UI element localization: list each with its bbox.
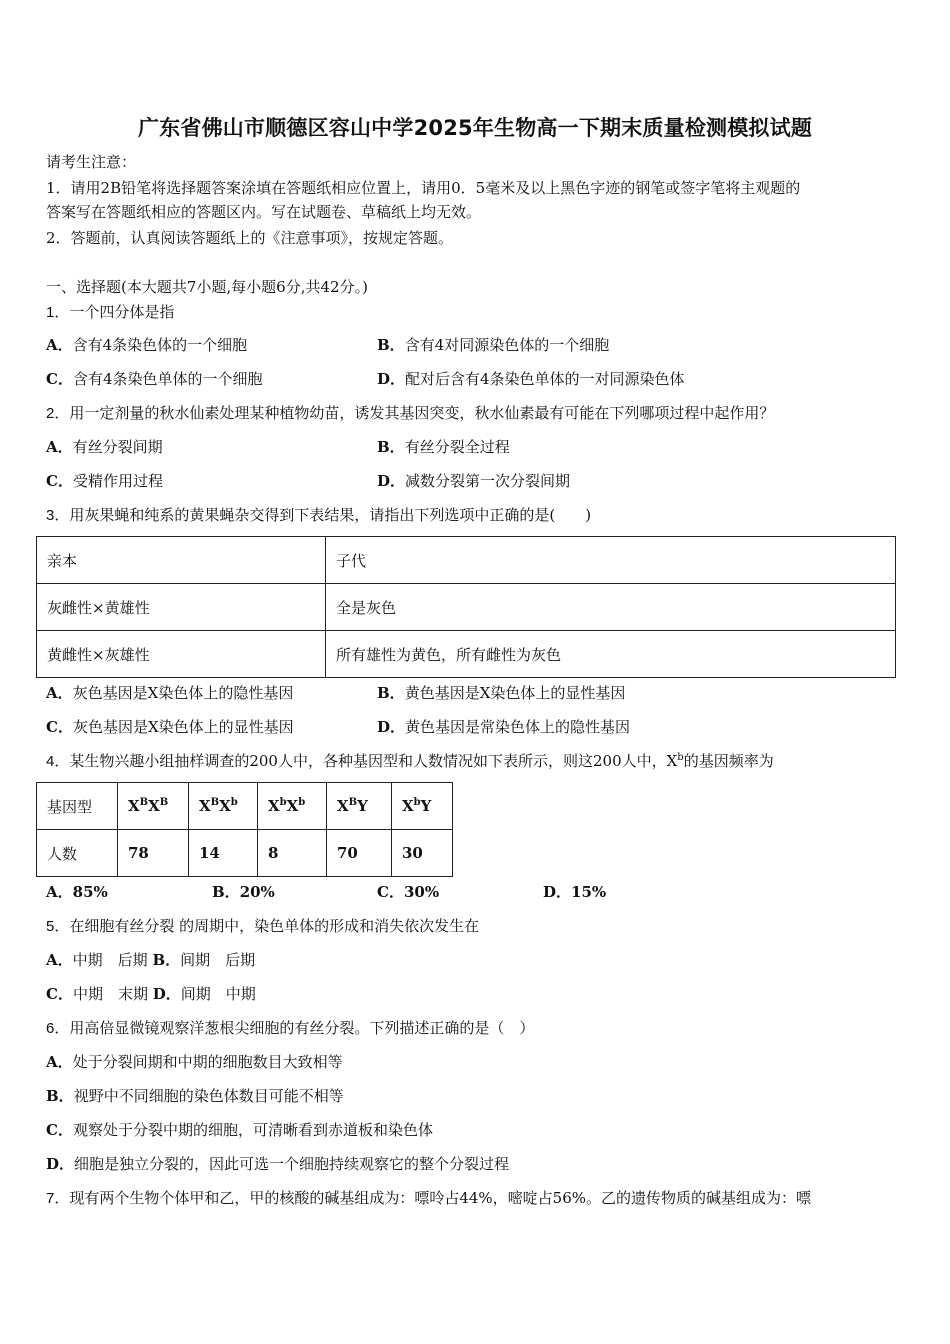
option-text: 含有4条染色单体的一个细胞 — [72, 370, 263, 388]
table-cell: 全是灰色 — [326, 584, 896, 631]
table-row — [37, 631, 896, 678]
notice-heading: 请考生注意： — [46, 153, 137, 171]
question-number: 7． — [46, 1190, 70, 1207]
option-text: 灰色基因是X染色体上的显性基因 — [72, 718, 294, 736]
count-cell: 14 — [189, 830, 258, 877]
genotype-cell: $X^bY$ — [392, 783, 453, 830]
option-label: D． — [377, 718, 406, 736]
question-5-options-line-2 — [46, 984, 256, 1004]
option-label: C． — [46, 472, 73, 490]
option-text: 30% — [403, 883, 440, 901]
question-3-option-a[interactable] — [46, 683, 293, 703]
question-3-option-c[interactable] — [46, 717, 294, 737]
option-label: D． — [543, 883, 572, 901]
option-label: B． — [212, 883, 240, 901]
question-1-stem — [46, 302, 174, 323]
genotype-cell: $X^BY$ — [327, 783, 392, 830]
question-6-option-d[interactable] — [46, 1154, 509, 1174]
count-cell: 8 — [258, 830, 327, 877]
question-3-option-b[interactable] — [377, 683, 625, 703]
question-4-option-b[interactable] — [212, 882, 275, 902]
option-text: 受精作用过程 — [72, 472, 163, 490]
option-text: 85% — [72, 883, 108, 901]
option-text: 黄色基因是常染色体上的隐性基因 — [405, 718, 631, 736]
section-heading: 一、选择题(本大题共7小题,每小题6分,共42分。) — [46, 278, 368, 296]
option-label: A． — [46, 883, 73, 901]
question-6-option-a[interactable] — [46, 1052, 343, 1072]
option-label: B． — [377, 684, 405, 702]
genotype-table — [36, 782, 453, 877]
question-2-option-c[interactable] — [46, 471, 163, 491]
table-row — [37, 537, 896, 584]
table-row — [37, 830, 453, 877]
option-text: 处于分裂间期和中期的细胞数目大致相等 — [72, 1053, 343, 1071]
question-number: 4． — [46, 753, 70, 770]
option-text: 含有4条染色体的一个细胞 — [72, 336, 248, 354]
option-text: 减数分裂第一次分裂间期 — [405, 472, 571, 490]
question-2-option-b[interactable] — [377, 437, 510, 457]
question-number: 1． — [46, 304, 70, 321]
notice-item-2: 2．答题前，认真阅读答题纸上的《注意事项》，按规定答题。 — [46, 229, 454, 247]
question-text: 在细胞有丝分裂 的周期中，染色单体的形成和消失依次发生在 — [69, 917, 480, 935]
option-label: B． — [377, 438, 405, 456]
table-header-cell: 子代 — [326, 537, 896, 584]
option-text: 细胞是独立分裂的，因此可选一个细胞持续观察它的整个分裂过程 — [74, 1155, 510, 1173]
question-5-stem — [46, 916, 479, 937]
question-text: 用一定剂量的秋水仙素处理某种植物幼苗，诱发其基因突变，秋水仙素最有可能在下列哪项过程中起作用？ — [69, 404, 775, 422]
option-label: A． — [46, 1053, 73, 1071]
option-label: B． — [46, 1087, 74, 1105]
count-cell: 70 — [327, 830, 392, 877]
table-row-label: 人数 — [37, 830, 118, 877]
option-text: 灰色基因是X染色体上的隐性基因 — [72, 684, 294, 702]
question-text: 现有两个生物个体甲和乙，甲的核酸的碱基组成为：嘌呤占44%，嘧啶占56%。乙的遗传物质的碱基组成为：嘌 — [69, 1189, 812, 1207]
option-text: 20% — [239, 883, 275, 901]
option-label: C． — [377, 883, 404, 901]
table-row-label: 基因型 — [37, 783, 118, 830]
table-cell: 灰雌性×黄雄性 — [37, 584, 326, 631]
table-cell: 所有雄性为黄色，所有雌性为灰色 — [326, 631, 896, 678]
table-row — [37, 584, 896, 631]
notice-item-1-line-1: 1．请用2B铅笔将选择题答案涂填在答题纸相应位置上，请用0．5毫米及以上黑色字迹的钢笔或签字笔将主观题的 — [46, 179, 801, 197]
option-label: D． — [46, 1155, 75, 1173]
question-6-option-b[interactable] — [46, 1086, 344, 1106]
option-label: D． — [377, 370, 406, 388]
question-5-option-c[interactable]: C．中期 末期 — [46, 985, 148, 1003]
question-5-options-line-1 — [46, 950, 255, 970]
question-1-option-a[interactable] — [46, 335, 247, 355]
option-label: B． — [377, 336, 405, 354]
question-4-stem — [46, 751, 774, 772]
genotype-cell: $X^BX^B$ — [118, 783, 189, 830]
count-cell: 30 — [392, 830, 453, 877]
table-header-cell: 亲本 — [37, 537, 326, 584]
table-row — [37, 783, 453, 830]
question-2-stem — [46, 403, 774, 424]
question-7-stem — [46, 1188, 902, 1209]
option-text: 配对后含有4条染色单体的一对同源染色体 — [405, 370, 685, 388]
option-text: 观察处于分裂中期的细胞，可清晰看到赤道板和染色体 — [72, 1121, 433, 1139]
option-text: 有丝分裂全过程 — [404, 438, 510, 456]
question-number: 6． — [46, 1020, 70, 1037]
option-text: 视野中不同细胞的染色体数目可能不相等 — [73, 1087, 344, 1105]
option-label: A． — [46, 684, 73, 702]
option-text: 有丝分裂间期 — [72, 438, 163, 456]
question-5-option-b[interactable]: B．间期 后期 — [152, 951, 256, 969]
question-5-option-a[interactable]: A．中期 后期 — [46, 951, 148, 969]
question-1-option-d[interactable] — [377, 369, 685, 389]
question-2-option-d[interactable] — [377, 471, 570, 491]
question-text: 用高倍显微镜观察洋葱根尖细胞的有丝分裂。下列描述正确的是（ ） — [69, 1019, 535, 1037]
option-text: 含有4对同源染色体的一个细胞 — [404, 336, 610, 354]
notice-item-1-line-2: 答案写在答题纸相应的答题区内。写在试题卷、草稿纸上均无效。 — [46, 203, 482, 221]
table-cell: 黄雌性×灰雄性 — [37, 631, 326, 678]
option-text: 黄色基因是X染色体上的显性基因 — [404, 684, 626, 702]
option-label: D． — [377, 472, 406, 490]
question-3-option-d[interactable] — [377, 717, 630, 737]
question-text: 一个四分体是指 — [69, 303, 175, 321]
option-text: 15% — [571, 883, 607, 901]
question-text-tail: 的基因频率为 — [683, 752, 774, 770]
question-5-option-d[interactable]: D．间期 中期 — [152, 985, 256, 1003]
page-title: 广东省佛山市顺德区容山中学2025年生物高一下期末质量检测模拟试题 — [137, 116, 813, 140]
genotype-cell: $X^bX^b$ — [258, 783, 327, 830]
question-4-option-d[interactable] — [543, 882, 606, 902]
question-1-option-c[interactable] — [46, 369, 263, 389]
question-1-option-b[interactable] — [377, 335, 609, 355]
question-text: 某生物兴趣小组抽样调查的200人中，各种基因型和人数情况如下表所示，则这200人中，X — [69, 752, 678, 770]
option-label: C． — [46, 370, 73, 388]
question-4-option-a[interactable] — [46, 882, 108, 902]
question-3-stem — [46, 505, 591, 526]
option-label: C． — [46, 718, 73, 736]
option-label: C． — [46, 1121, 73, 1139]
option-label: A． — [46, 438, 73, 456]
question-6-option-c[interactable] — [46, 1120, 433, 1140]
question-2-option-a[interactable] — [46, 437, 163, 457]
option-label: A． — [46, 336, 73, 354]
question-number: 2． — [46, 405, 70, 422]
superscript: b — [677, 752, 684, 763]
question-4-option-c[interactable] — [377, 882, 439, 902]
question-number: 3． — [46, 507, 70, 524]
question-text: 用灰果蝇和纯系的黄果蝇杂交得到下表结果，请指出下列选项中正确的是( ) — [69, 506, 592, 524]
genotype-cell: $X^BX^b$ — [189, 783, 258, 830]
question-number: 5． — [46, 918, 70, 935]
question-6-stem — [46, 1018, 534, 1039]
cross-result-table — [36, 536, 896, 678]
count-cell: 78 — [118, 830, 189, 877]
